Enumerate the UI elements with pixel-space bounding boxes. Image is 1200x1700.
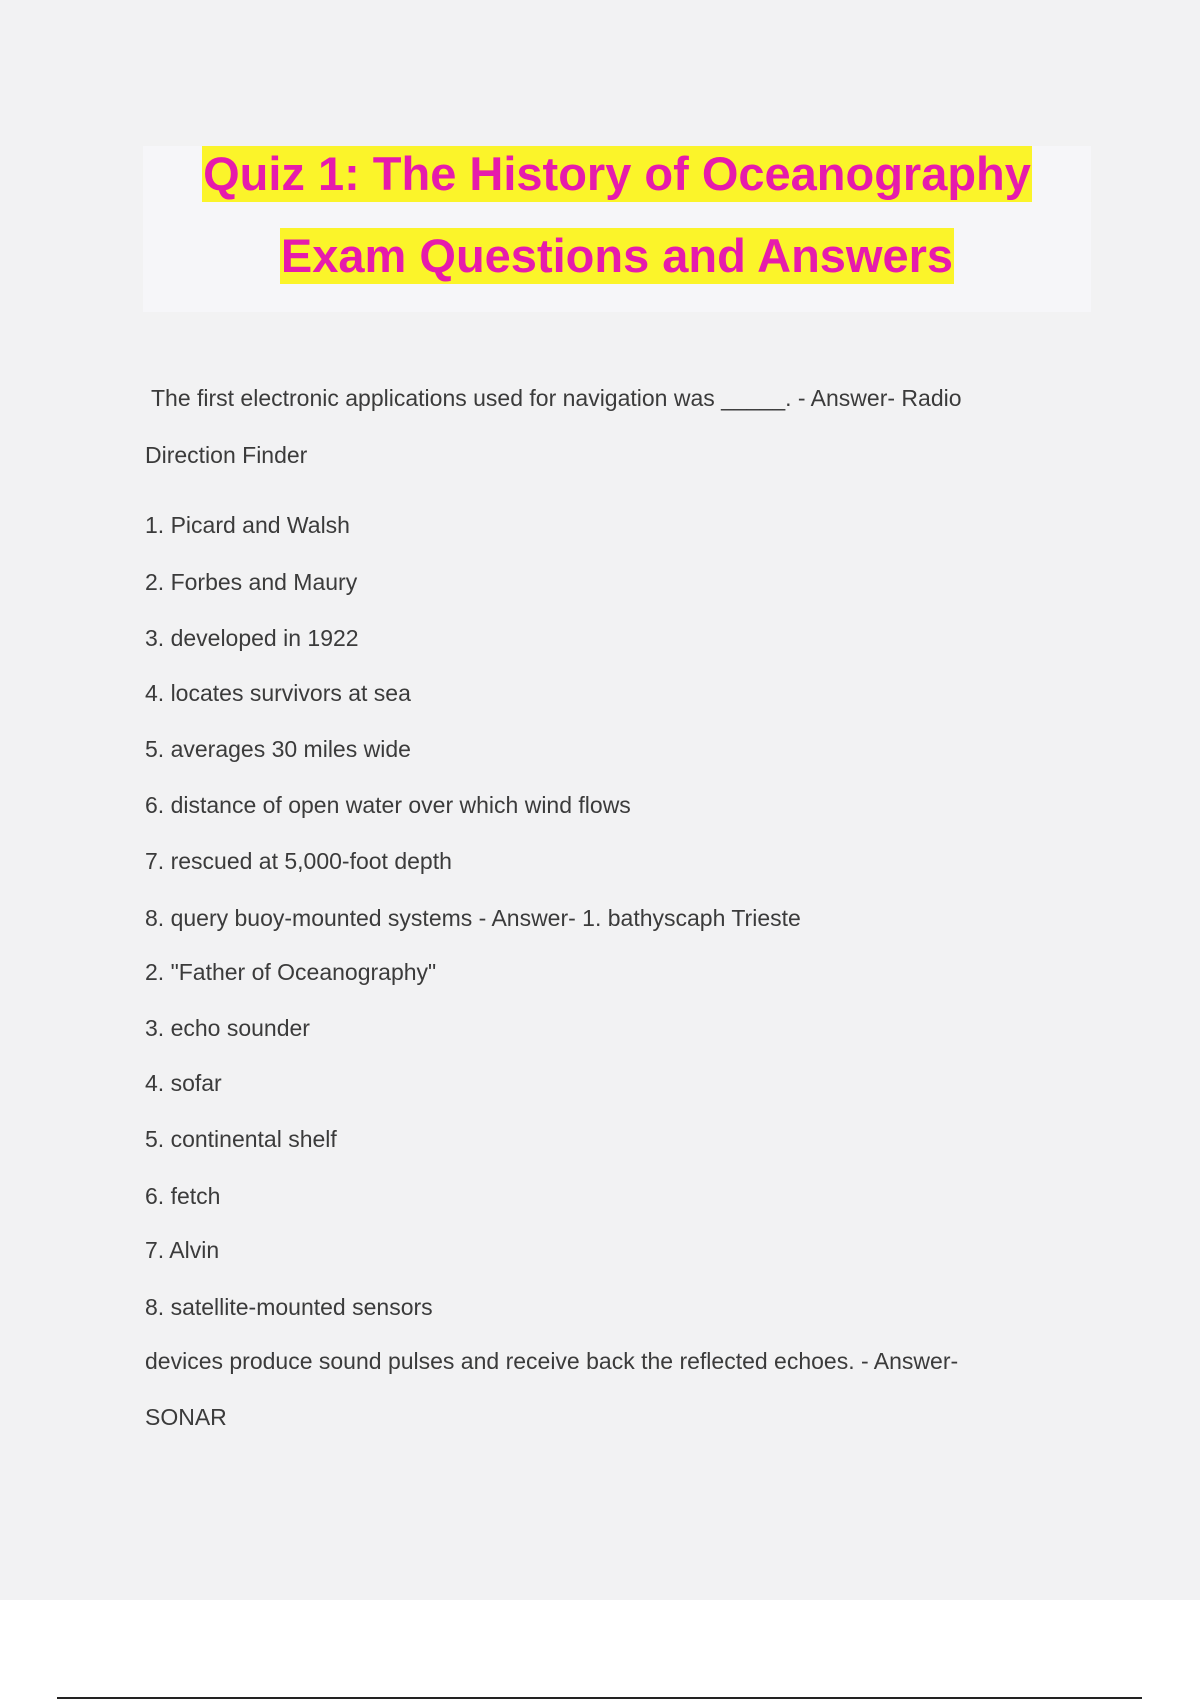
list-item: 7. Alvin — [145, 1237, 220, 1263]
list-item: 4. locates survivors at sea — [145, 680, 411, 706]
answer-continuation-line: Direction Finder — [145, 442, 308, 468]
question-line: devices produce sound pulses and receive back the reflected echoes. - Answer- — [145, 1348, 959, 1374]
list-item: 5. continental shelf — [145, 1126, 337, 1152]
answer-continuation-line: SONAR — [145, 1404, 227, 1430]
title-block — [143, 146, 1091, 312]
list-item: 2. "Father of Oceanography" — [145, 959, 437, 985]
list-item: 6. distance of open water over which wind flows — [145, 792, 631, 818]
title-line-1 — [143, 146, 1091, 202]
list-item: 1. Picard and Walsh — [145, 512, 350, 538]
list-item: 8. query buoy-mounted systems - Answer- 1. bathyscaph Trieste — [145, 905, 801, 931]
list-item: 3. echo sounder — [145, 1015, 310, 1041]
document-title-part-1: Quiz 1: The History of Oceanography — [203, 147, 1031, 200]
list-item: 8. satellite-mounted sensors — [145, 1294, 433, 1320]
question-line: The first electronic applications used for navigation was _____. - Answer- Radio — [145, 385, 962, 411]
list-item: 6. fetch — [145, 1183, 221, 1209]
document-title-part-2: Exam Questions and Answers — [280, 229, 954, 282]
title-line-2 — [143, 228, 1091, 284]
list-item: 3. developed in 1922 — [145, 625, 359, 651]
list-item: 5. averages 30 miles wide — [145, 736, 411, 762]
list-item: 7. rescued at 5,000-foot depth — [145, 848, 452, 874]
list-item: 2. Forbes and Maury — [145, 569, 358, 595]
list-item: 4. sofar — [145, 1070, 222, 1096]
page-bottom-rule — [57, 1697, 1142, 1699]
